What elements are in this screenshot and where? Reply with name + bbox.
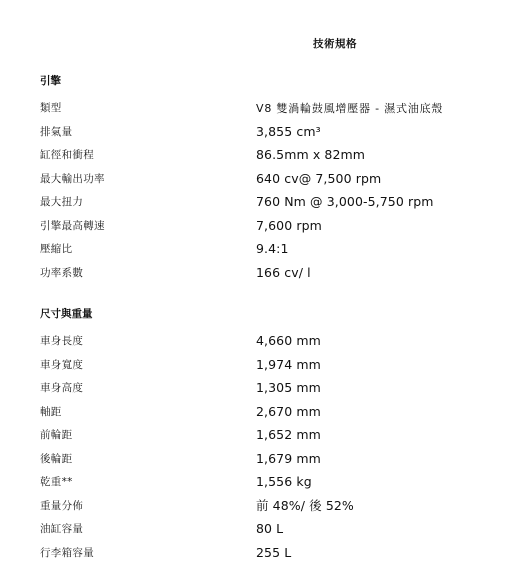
spec-row-weight-distribution [40, 494, 510, 518]
spec-row-rear-track [40, 447, 510, 471]
spec-label: 最大扭力 [40, 196, 84, 209]
spec-value: 4,660 mm [256, 333, 321, 349]
spec-value: 1,679 mm [256, 450, 321, 466]
spec-label: 類型 [40, 102, 62, 115]
spec-value: 166 cv/ l [256, 264, 311, 280]
spec-value: 86.5mm x 82mm [256, 147, 366, 163]
dimensions-section [40, 307, 510, 564]
spec-value: V8 雙渦輪鼓風增壓器 - 濕式油底殼 [256, 101, 444, 115]
spec-label: 排氣量 [40, 125, 73, 138]
spec-label: 最大輸出功率 [40, 172, 105, 185]
spec-row-luggage [40, 541, 510, 565]
spec-value: 7,600 rpm [256, 217, 322, 233]
spec-label: 油缸容量 [40, 523, 84, 536]
spec-row-front-track [40, 423, 510, 447]
spec-label: 引擎最高轉速 [40, 219, 105, 232]
spec-label: 後輪距 [40, 452, 73, 465]
spec-row-height [40, 376, 510, 400]
spec-row-wheelbase [40, 400, 510, 424]
spec-row-bore-stroke [40, 143, 510, 167]
spec-label: 車身高度 [40, 382, 84, 395]
spec-value: 80 L [256, 521, 284, 537]
spec-row-specific-output [40, 261, 510, 285]
spec-label: 壓縮比 [40, 243, 73, 256]
spec-row-compression [40, 237, 510, 261]
spec-value: 255 L [256, 544, 292, 560]
spec-label: 軸距 [40, 405, 62, 418]
spec-value: 3,855 cm³ [256, 123, 321, 139]
spec-label: 乾重** [40, 476, 73, 489]
spec-row-displacement [40, 120, 510, 144]
spec-value: 1,556 kg [256, 474, 312, 490]
engine-heading: 引擎 [40, 75, 61, 87]
spec-row-engine-type [40, 96, 510, 120]
spec-value: 2,670 mm [256, 403, 321, 419]
engine-section [40, 74, 510, 284]
spec-row-length [40, 329, 510, 353]
spec-row-width [40, 353, 510, 377]
spec-row-max-power [40, 167, 510, 191]
spec-value: 1,652 mm [256, 427, 321, 443]
dimensions-heading: 尺寸與重量 [40, 308, 93, 320]
document-title: 技術規格 [313, 38, 357, 50]
spec-row-max-rpm [40, 214, 510, 238]
spec-value: 1,974 mm [256, 356, 321, 372]
spec-value: 760 Nm @ 3,000-5,750 rpm [256, 194, 434, 210]
spec-row-fuel-tank [40, 517, 510, 541]
spec-value: 9.4:1 [256, 241, 289, 257]
spec-label: 前輪距 [40, 429, 73, 442]
spec-label: 缸徑和衝程 [40, 149, 94, 162]
spec-label: 功率系數 [40, 266, 84, 279]
spec-value: 1,305 mm [256, 380, 321, 396]
spec-label: 行李箱容量 [40, 546, 94, 559]
spec-value: 640 cv@ 7,500 rpm [256, 170, 382, 186]
spec-label: 重量分佈 [40, 499, 84, 512]
spec-value: 前 48%/ 後 52% [256, 498, 354, 514]
spec-label: 車身寬度 [40, 358, 84, 371]
spec-label: 車身長度 [40, 335, 84, 348]
spec-row-max-torque [40, 190, 510, 214]
spec-row-dry-weight [40, 470, 510, 494]
